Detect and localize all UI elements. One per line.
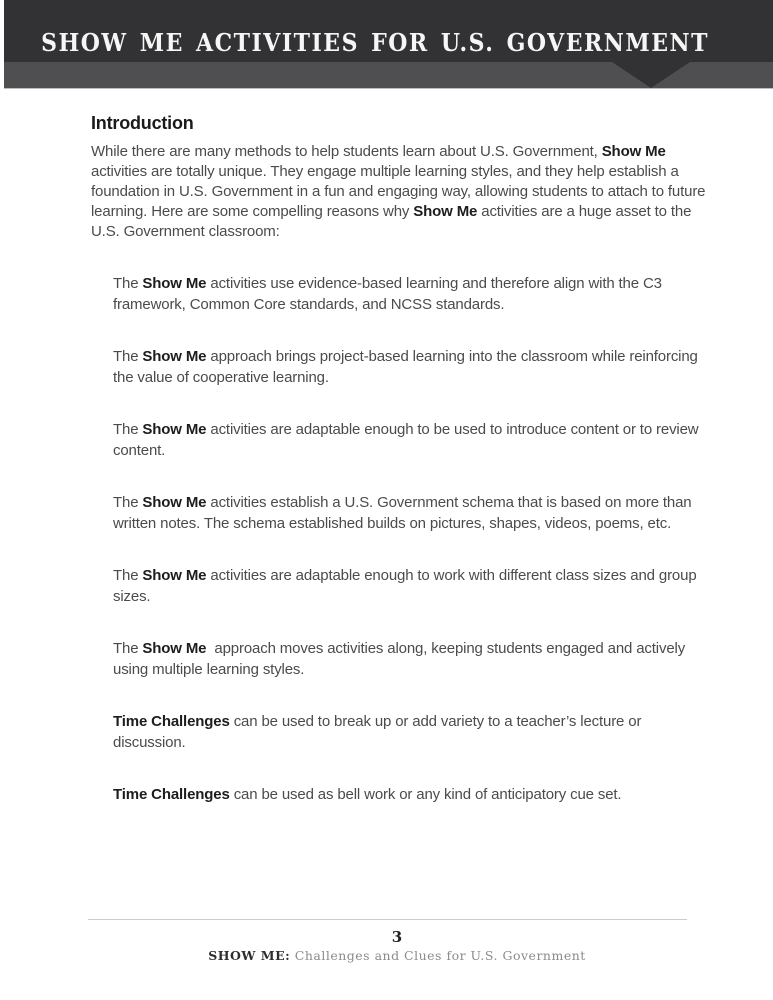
page-number: 3 xyxy=(391,928,403,946)
list-item: Time Challenges can be used to break up or add variety to a teacher’s lecture or discussion. xyxy=(113,713,646,751)
reasons-list xyxy=(113,274,711,838)
list-item: The Show Me activities are adaptable enough to work with different class sizes and group sizes. xyxy=(113,567,701,605)
section-heading: Introduction xyxy=(91,113,194,133)
book-title-subtitle: Challenges and Clues for U.S. Government xyxy=(290,948,586,963)
list-item: The Show Me approach brings project-based learning into the classroom while reinforcing the value of cooperative learning. xyxy=(113,348,702,386)
footer-divider xyxy=(88,919,687,920)
list-item: Time Challenges can be used as bell work or any kind of anticipatory cue set. xyxy=(113,786,622,803)
list-item: The Show Me approach moves activities along, keeping students engaged and actively using multiple learning styles. xyxy=(113,640,690,678)
list-item: The Show Me activities establish a U.S. Government schema that is based on more than written notes. The schema established builds on pictures, shapes, videos, poems, etc. xyxy=(113,494,696,532)
page-banner-title: SHOW ME ACTIVITIES FOR U.S. GOVERNMENT xyxy=(41,28,709,58)
list-item: The Show Me activities are adaptable enough to be used to introduce content or to review content. xyxy=(113,421,703,459)
intro-paragraph: While there are many methods to help students learn about U.S. Government, Show Me activities are totally unique. They engage multiple learning styles, and they help establish a foundation in U.S. Government in a fun and engaging way, allowing students to attach to future learning. Here are some compelling reasons why Show Me activities are a huge asset to the U.S. Government classroom: xyxy=(91,143,710,240)
header-arrow-down-shape xyxy=(612,62,690,88)
list-item: The Show Me activities use evidence-based learning and therefore align with the C3 framework, Common Core standards, and NCSS standards. xyxy=(113,275,666,313)
book-title-series: SHOW ME: xyxy=(208,948,291,963)
header-band-dark xyxy=(4,0,773,62)
book-title xyxy=(91,948,703,963)
